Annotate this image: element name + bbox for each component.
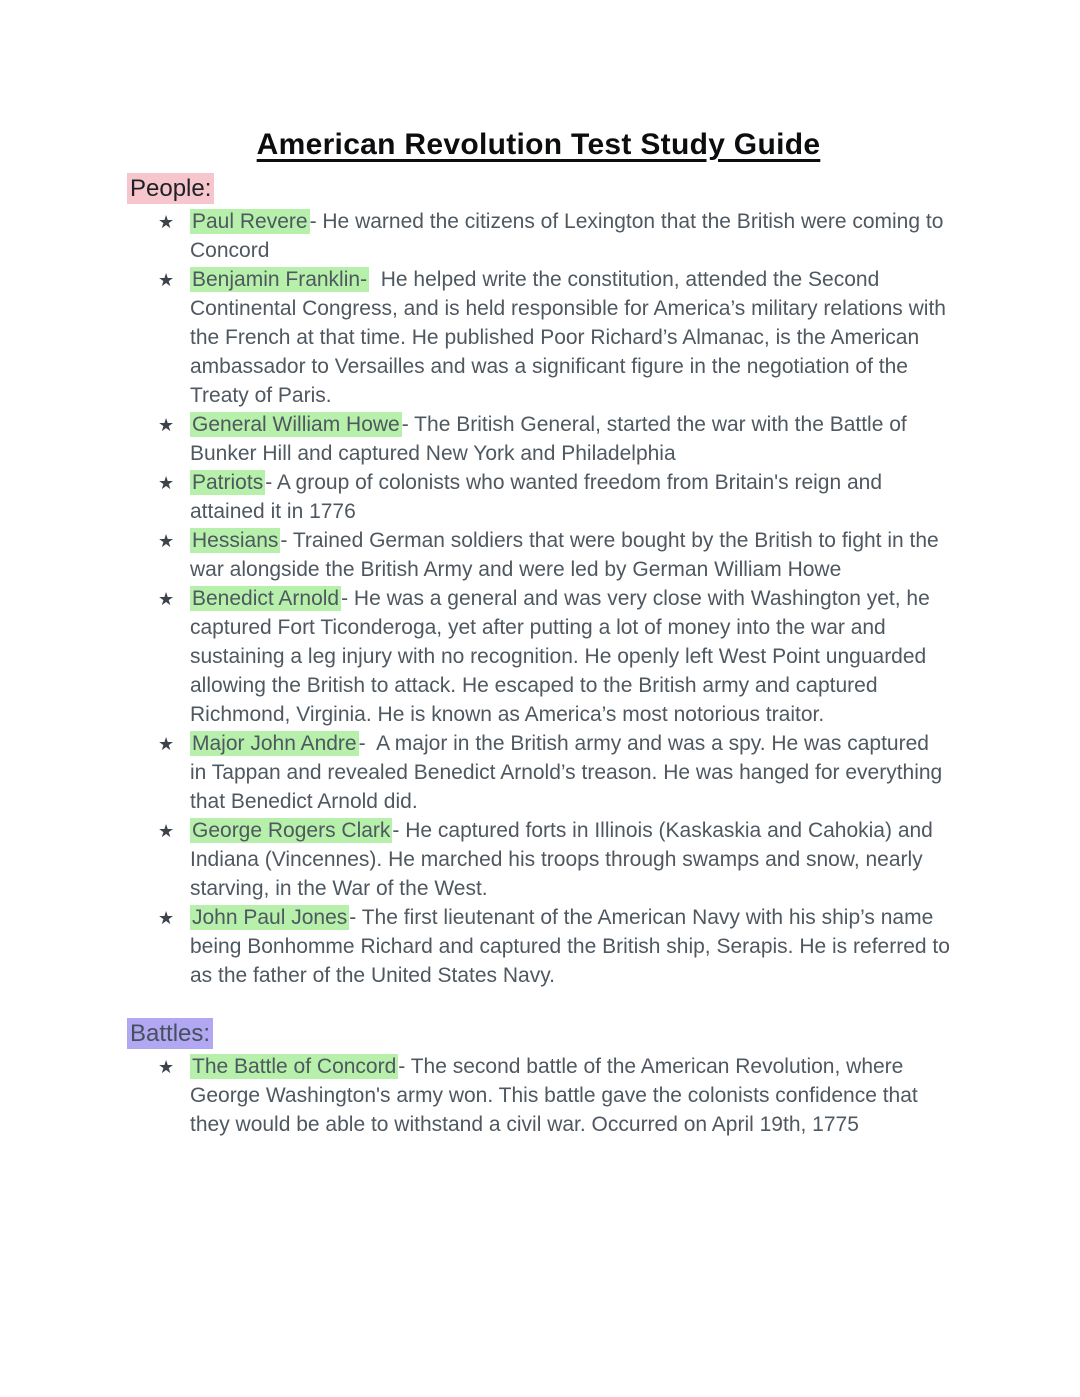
item-definition: - A group of colonists who wanted freedom from Britain's reign and attained it in 1776 (190, 471, 888, 523)
star-bullet-icon: ★ (158, 908, 175, 928)
item-definition: - He was a general and was very close with Washington yet, he captured Fort Ticonderoga, yet after putting a lot of money into the war and sustaining a leg injury with no recognition. He openly left West Point unguarded allowing the British to attack. He escaped to the British army and captured Richmond, Virginia. He is known as America’s most notorious traitor. (190, 587, 936, 726)
star-bullet-icon: ★ (158, 415, 175, 435)
star-bullet-icon: ★ (158, 531, 175, 551)
term-highlight: Major John Andre (192, 732, 357, 755)
list-item-benjamin-franklin (127, 265, 950, 410)
people-list (127, 207, 956, 990)
term-highlight: Hessians (192, 529, 279, 552)
term-highlight: General William Howe (192, 413, 400, 436)
item-definition: He helped write the constitution, attended the Second Continental Congress, and is held responsible for America’s military relations with the French at that time. He published Poor Richard’s Almanac, is the American ambassador to Versailles and was a significant figure in the negotiation of the Treaty of Paris. (190, 268, 952, 407)
section-heading-battles: Battles: (127, 1018, 213, 1049)
section-battles (127, 1018, 950, 1139)
document-title: American Revolution Test Study Guide (256, 128, 821, 161)
list-item-general-william-howe (127, 410, 950, 468)
item-definition: - A major in the British army and was a spy. He was captured in Tappan and revealed Benedict Arnold’s treason. He was hanged for everything that Benedict Arnold did. (190, 732, 949, 813)
term-highlight: Patriots (192, 471, 264, 494)
star-bullet-icon: ★ (158, 589, 175, 609)
item-definition: - He warned the citizens of Lexington that the British were coming to Concord (190, 210, 950, 262)
list-item-patriots (127, 468, 950, 526)
term-highlight: John Paul Jones (192, 906, 348, 929)
star-bullet-icon: ★ (158, 734, 175, 754)
item-definition: - The second battle of the American Revolution, where George Washington's army won. This battle gave the colonists confidence that they would be able to withstand a civil war. Occurred on April 19th, 1775 (190, 1055, 924, 1136)
battles-list (127, 1052, 950, 1139)
star-bullet-icon: ★ (158, 821, 175, 841)
item-definition: - Trained German soldiers that were bought by the British to fight in the war alongside the British Army and were led by German William Howe (190, 529, 945, 581)
list-item-major-john-andre (127, 729, 950, 816)
item-definition: - He captured forts in Illinois (Kaskaskia and Cahokia) and Indiana (Vincennes). He marched his troops through swamps and snow, nearly starving, in the War of the West. (190, 819, 939, 900)
section-heading-people: People: (127, 173, 214, 204)
list-item-paul-revere (127, 207, 950, 265)
list-item-benedict-arnold (127, 584, 950, 729)
list-item-john-paul-jones (127, 903, 956, 990)
term-highlight: Benjamin Franklin- (192, 268, 368, 291)
item-definition: - The first lieutenant of the American Navy with his ship’s name being Bonhomme Richard and captured the British ship, Serapis. He is referred to as the father of the United States Navy. (190, 906, 956, 987)
star-bullet-icon: ★ (158, 212, 175, 232)
list-item-battle-of-concord (127, 1052, 950, 1139)
star-bullet-icon: ★ (158, 270, 175, 290)
term-highlight: The Battle of Concord (192, 1055, 397, 1078)
section-people (127, 173, 956, 990)
term-highlight: Paul Revere (192, 210, 308, 233)
list-item-hessians (127, 526, 950, 584)
list-item-george-rogers-clark (127, 816, 950, 903)
star-bullet-icon: ★ (158, 1057, 175, 1077)
term-highlight: Benedict Arnold (192, 587, 340, 610)
item-definition: - The British General, started the war with the Battle of Bunker Hill and captured New York and Philadelphia (190, 413, 913, 465)
term-highlight: George Rogers Clark (192, 819, 391, 842)
star-bullet-icon: ★ (158, 473, 175, 493)
